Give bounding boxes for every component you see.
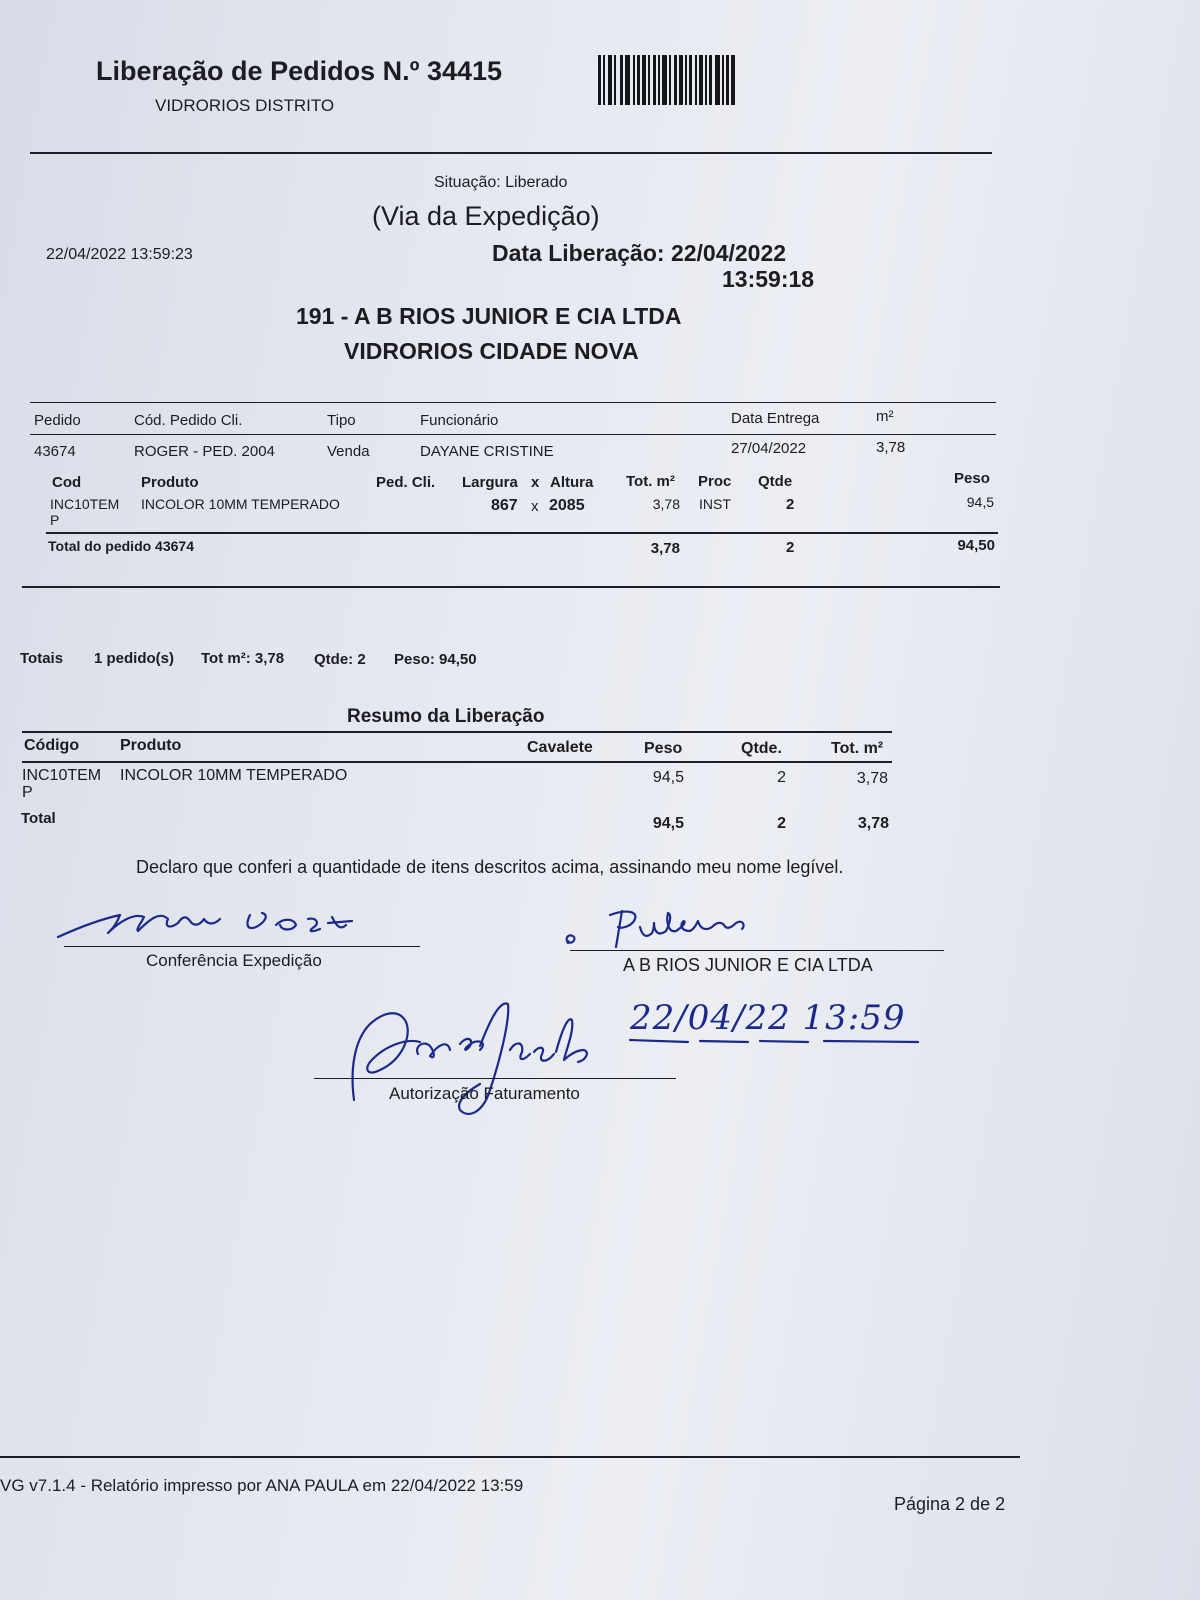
item-header-proc: Proc bbox=[698, 473, 732, 490]
item-altura: 2085 bbox=[549, 497, 585, 514]
resumo-codigo-line2: P bbox=[22, 784, 33, 801]
totais-pedidos: 1 pedido(s) bbox=[94, 650, 175, 667]
item-largura: 867 bbox=[491, 497, 518, 514]
totais-tot-m2: Tot m²: 3,78 bbox=[201, 650, 285, 667]
order-pedido: 43674 bbox=[34, 443, 76, 460]
item-cod-line1: INC10TEM bbox=[50, 496, 120, 512]
conferencia-signature bbox=[50, 895, 390, 945]
item-proc: INST bbox=[699, 496, 731, 512]
order-total-peso: 94,50 bbox=[957, 537, 995, 554]
item-x: x bbox=[531, 498, 539, 515]
col-header-pedido: Pedido bbox=[34, 412, 81, 429]
declaration-text: Declaro que conferi a quantidade de itens descritos acima, assinando meu nome legível. bbox=[136, 857, 844, 877]
handwritten-date: 22/04/22 13:59 bbox=[630, 998, 906, 1038]
resumo-header-cavalete: Cavalete bbox=[527, 739, 593, 756]
item-header-qtde: Qtde bbox=[758, 473, 793, 490]
autorizacao-signature-line bbox=[314, 1078, 676, 1079]
autorizacao-signature bbox=[340, 980, 600, 1130]
company-name: VIDRORIOS DISTRITO bbox=[155, 96, 335, 115]
autorizacao-label: Autorização Faturamento bbox=[389, 1084, 580, 1103]
item-header-peso: Peso bbox=[954, 470, 990, 487]
handwritten-date-underline bbox=[628, 1036, 928, 1046]
footer-printed-by: VG v7.1.4 - Relatório impresso por ANA PAULA em 22/04/2022 13:59 bbox=[0, 1476, 524, 1495]
conferencia-label: Conferência Expedição bbox=[146, 951, 322, 970]
col-header-funcionario: Funcionário bbox=[420, 412, 499, 429]
col-header-tipo: Tipo bbox=[327, 412, 356, 429]
resumo-header-qtde: Qtde. bbox=[741, 740, 782, 757]
order-section-bottom-rule bbox=[22, 586, 1000, 588]
order-funcionario: DAYANE CRISTINE bbox=[420, 443, 554, 460]
store-name: VIDRORIOS CIDADE NOVA bbox=[344, 338, 639, 364]
resumo-header-tot-m2: Tot. m² bbox=[831, 740, 884, 757]
order-data-entrega: 27/04/2022 bbox=[731, 440, 807, 457]
col-header-cod-pedido-cli: Cód. Pedido Cli. bbox=[134, 412, 243, 429]
situacao-label: Situação: Liberado bbox=[434, 174, 568, 191]
item-header-tot-m2: Tot. m² bbox=[626, 473, 675, 490]
resumo-header-codigo: Código bbox=[24, 737, 80, 754]
resumo-codigo-line1: INC10TEM bbox=[22, 767, 102, 784]
resumo-header-produto: Produto bbox=[120, 737, 182, 754]
cliente-signature bbox=[560, 905, 790, 955]
item-peso: 94,5 bbox=[966, 494, 994, 510]
item-header-produto: Produto bbox=[141, 474, 199, 491]
conferencia-signature-line bbox=[64, 946, 420, 947]
item-total-rule bbox=[46, 532, 998, 534]
footer-page-number: Página 2 de 2 bbox=[894, 1494, 1006, 1514]
resumo-peso: 94,5 bbox=[652, 769, 684, 786]
totais-qtde: Qtde: 2 bbox=[314, 651, 366, 668]
order-table-header-rule bbox=[30, 434, 996, 435]
resumo-title: Resumo da Liberação bbox=[347, 706, 545, 727]
document-title: Liberação de Pedidos N.º 34415 bbox=[96, 56, 503, 86]
totais-peso: Peso: 94,50 bbox=[394, 651, 477, 668]
order-m2: 3,78 bbox=[876, 439, 906, 456]
resumo-top-rule bbox=[22, 731, 892, 733]
totais-label: Totais bbox=[20, 650, 64, 667]
order-total-label: Total do pedido 43674 bbox=[48, 538, 194, 554]
resumo-total-tot-m2: 3,78 bbox=[857, 815, 889, 832]
via-label: (Via da Expedição) bbox=[372, 201, 600, 231]
order-cod-pedido-cli: ROGER - PED. 2004 bbox=[134, 443, 275, 460]
resumo-header-peso: Peso bbox=[644, 740, 683, 757]
item-cod-line2: P bbox=[50, 512, 60, 528]
resumo-tot-m2: 3,78 bbox=[856, 770, 888, 787]
header-divider bbox=[30, 152, 992, 154]
order-table-top-rule bbox=[30, 402, 996, 403]
item-header-cod: Cod bbox=[52, 474, 82, 491]
order-tipo: Venda bbox=[327, 443, 370, 460]
resumo-total-qtde: 2 bbox=[777, 815, 786, 832]
data-liberacao: Data Liberação: 22/04/2022 bbox=[492, 240, 787, 266]
item-header-ped-cli: Ped. Cli. bbox=[376, 474, 436, 491]
client-name: 191 - A B RIOS JUNIOR E CIA LTDA bbox=[296, 303, 682, 329]
resumo-total-label: Total bbox=[21, 810, 56, 827]
order-total-qtde: 2 bbox=[786, 539, 795, 556]
item-produto: INCOLOR 10MM TEMPERADO bbox=[141, 496, 340, 512]
order-total-m2: 3,78 bbox=[650, 540, 680, 557]
resumo-produto: INCOLOR 10MM TEMPERADO bbox=[120, 767, 348, 784]
item-qtde: 2 bbox=[786, 496, 795, 513]
resumo-total-peso: 94,5 bbox=[652, 815, 684, 832]
col-header-m2: m² bbox=[876, 408, 894, 425]
item-header-altura: Altura bbox=[550, 474, 594, 491]
item-header-largura: Largura bbox=[462, 474, 518, 491]
printed-datetime: 22/04/2022 13:59:23 bbox=[46, 246, 193, 263]
barcode bbox=[598, 55, 735, 105]
footer-rule bbox=[0, 1456, 1020, 1458]
item-header-x: x bbox=[531, 474, 540, 491]
data-liberacao-time: 13:59:18 bbox=[722, 266, 815, 292]
item-tot-m2: 3,78 bbox=[652, 496, 680, 512]
cliente-signature-line bbox=[570, 950, 944, 951]
resumo-qtde: 2 bbox=[777, 769, 786, 786]
cliente-label: A B RIOS JUNIOR E CIA LTDA bbox=[623, 955, 873, 975]
resumo-header-rule bbox=[22, 761, 892, 763]
col-header-data-entrega: Data Entrega bbox=[731, 410, 820, 427]
